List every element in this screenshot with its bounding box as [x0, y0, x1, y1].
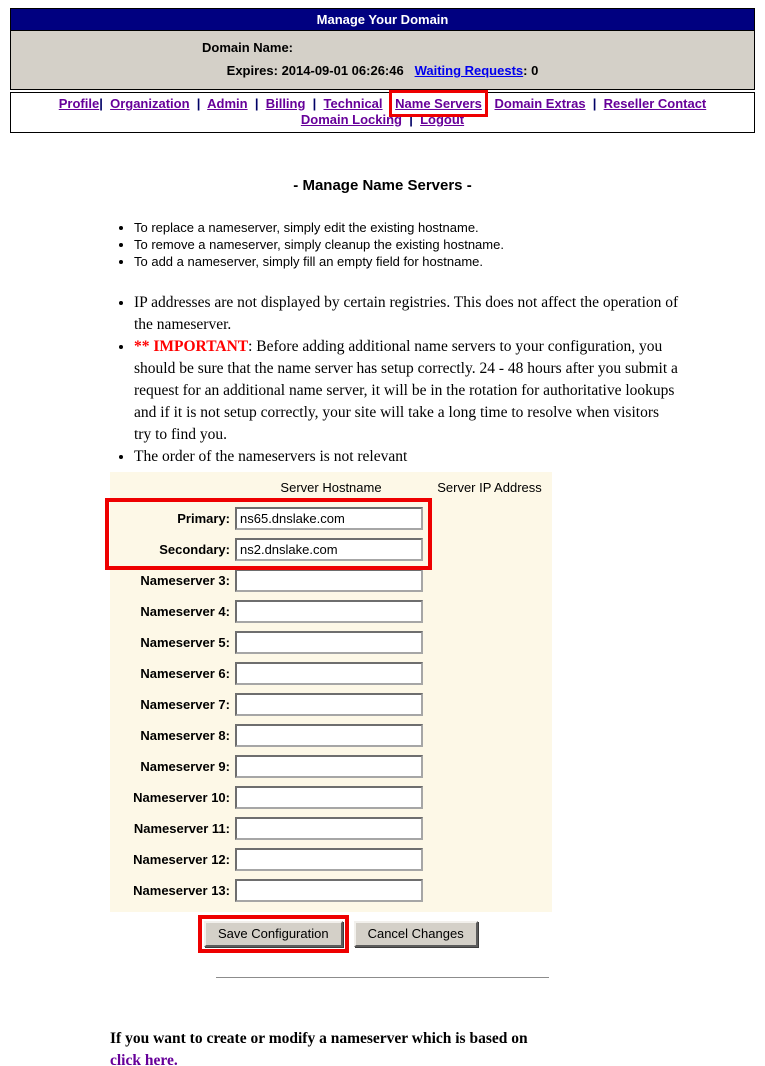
domain-name-line — [11, 36, 754, 59]
instruction-item: • To add a nameserver, simply fill an empty field for hostname. — [134, 253, 705, 270]
field-label-nameserver-11: Nameserver 11: — [133, 821, 230, 836]
footer-note — [110, 1028, 765, 1066]
field-label-nameserver-10: Nameserver 10: — [133, 790, 230, 805]
field-label-nameserver-12: Nameserver 12: — [133, 852, 230, 867]
field-label-nameserver-5: Nameserver 5: — [140, 635, 230, 650]
nameserver-row-nameserver-10 — [110, 782, 552, 813]
waiting-requests-count: : 0 — [523, 63, 539, 78]
nav-link-name-servers[interactable]: Name Servers — [395, 96, 482, 111]
important-label: ** IMPORTANT — [134, 338, 249, 355]
nav-separator: | — [305, 96, 324, 111]
nav-link-logout[interactable]: Logout — [420, 112, 465, 127]
nameserver-6-hostname-input[interactable] — [235, 662, 423, 685]
domain-info-band — [11, 31, 754, 89]
nav-link-technical[interactable]: Technical — [323, 96, 383, 111]
footer-text: If you want to create or modify a nameserver which is based on — [110, 1030, 528, 1047]
field-label-nameserver-9: Nameserver 9: — [140, 759, 230, 774]
server-hostname-header: Server Hostname — [280, 480, 382, 495]
nav-separator: | — [401, 112, 421, 127]
nav-separator: | — [585, 96, 604, 111]
nav-separator: | — [189, 96, 208, 111]
nav-separator: | — [99, 96, 111, 111]
instruction-item: • ** IMPORTANT: Before adding additional name servers to your configuration, you should be sure that the name server has setup correctly. 24 - 48 hours after you submit a request for an additional name server, it will be in the rotation for authoritative lookups and if it is not setup correctly, your site will take a long time to resolve when visitors try to find you. — [134, 336, 679, 446]
secondary-hostname-input[interactable] — [235, 538, 423, 561]
divider-rule — [216, 977, 549, 978]
nameserver-row-nameserver-8 — [110, 720, 552, 751]
expires-line — [11, 59, 754, 82]
domain-header-table — [10, 8, 755, 90]
instruction-item: • To remove a nameserver, simply cleanup the existing hostname. — [134, 236, 705, 253]
nameserver-row-nameserver-4 — [110, 596, 552, 627]
nameserver-row-nameserver-5 — [110, 627, 552, 658]
field-label-nameserver-8: Nameserver 8: — [140, 728, 230, 743]
field-label-nameserver-13: Nameserver 13: — [133, 883, 230, 898]
domain-name-label: Domain Name: — [201, 40, 294, 55]
nameserver-5-hostname-input[interactable] — [235, 631, 423, 654]
nav-link-domain-locking[interactable]: Domain Locking — [300, 112, 402, 127]
nameserver-row-nameserver-9 — [110, 751, 552, 782]
nameserver-9-hostname-input[interactable] — [235, 755, 423, 778]
nameserver-8-hostname-input[interactable] — [235, 724, 423, 747]
nav-link-profile[interactable]: Profile — [58, 96, 100, 111]
nameserver-rows — [110, 565, 552, 906]
nameserver-row-nameserver-6 — [110, 658, 552, 689]
form-buttons — [204, 921, 765, 947]
nameserver-7-hostname-input[interactable] — [235, 693, 423, 716]
field-label-secondary: Secondary: — [159, 542, 230, 557]
nameserver-12-hostname-input[interactable] — [235, 848, 423, 871]
instruction-item: • IP addresses are not displayed by certain registries. This does not affect the operation of the nameserver. — [134, 292, 679, 336]
instructions-list-basic — [134, 219, 705, 270]
instruction-item: • The order of the nameservers is not relevant — [134, 446, 679, 468]
nameserver-row-primary — [110, 503, 427, 534]
server-ip-address-header: Server IP Address — [437, 480, 542, 495]
expires-text: Expires: 2014-09-01 06:26:46 — [226, 63, 404, 78]
header-title-bar: Manage Your Domain — [11, 9, 754, 31]
nav-bar — [10, 92, 755, 133]
primary-hostname-input[interactable] — [235, 507, 423, 530]
nav-row-1 — [11, 96, 754, 112]
nav-separator — [383, 96, 387, 111]
nav-link-organization[interactable]: Organization — [110, 96, 190, 111]
instructions-list-detailed — [134, 292, 679, 468]
nameserver-11-hostname-input[interactable] — [235, 817, 423, 840]
field-label-nameserver-3: Nameserver 3: — [140, 573, 230, 588]
nameserver-13-hostname-input[interactable] — [235, 879, 423, 902]
nameserver-row-secondary — [110, 534, 427, 565]
nav-link-admin[interactable]: Admin — [207, 96, 248, 111]
nameserver-form — [110, 472, 552, 912]
waiting-requests-link[interactable]: Waiting Requests — [414, 63, 524, 78]
click-here-link[interactable]: click here. — [110, 1052, 178, 1066]
cancel-changes-button[interactable]: Cancel Changes — [354, 921, 478, 947]
nameserver-row-nameserver-7 — [110, 689, 552, 720]
form-header-row — [110, 478, 552, 503]
nameserver-3-hostname-input[interactable] — [235, 569, 423, 592]
primary-secondary-annotation-box — [110, 503, 427, 565]
page-title: - Manage Name Servers - — [293, 177, 472, 194]
nav-row-2 — [11, 112, 754, 128]
nav-link-domain-extras[interactable]: Domain Extras — [494, 96, 586, 111]
nameserver-row-nameserver-13 — [110, 875, 552, 906]
instruction-item: • To replace a nameserver, simply edit the existing hostname. — [134, 219, 705, 236]
nav-link-reseller-contact[interactable]: Reseller Contact — [603, 96, 707, 111]
save-configuration-button[interactable]: Save Configuration — [204, 921, 343, 947]
field-label-nameserver-7: Nameserver 7: — [140, 697, 230, 712]
nameserver-4-hostname-input[interactable] — [235, 600, 423, 623]
nav-link-billing[interactable]: Billing — [265, 96, 306, 111]
nav-separator: | — [247, 96, 266, 111]
field-label-nameserver-6: Nameserver 6: — [140, 666, 230, 681]
field-label-nameserver-4: Nameserver 4: — [140, 604, 230, 619]
field-label-primary: Primary: — [177, 511, 230, 526]
nameserver-row-nameserver-12 — [110, 844, 552, 875]
nameserver-row-nameserver-3 — [110, 565, 552, 596]
nameserver-row-nameserver-11 — [110, 813, 552, 844]
nameserver-10-hostname-input[interactable] — [235, 786, 423, 809]
